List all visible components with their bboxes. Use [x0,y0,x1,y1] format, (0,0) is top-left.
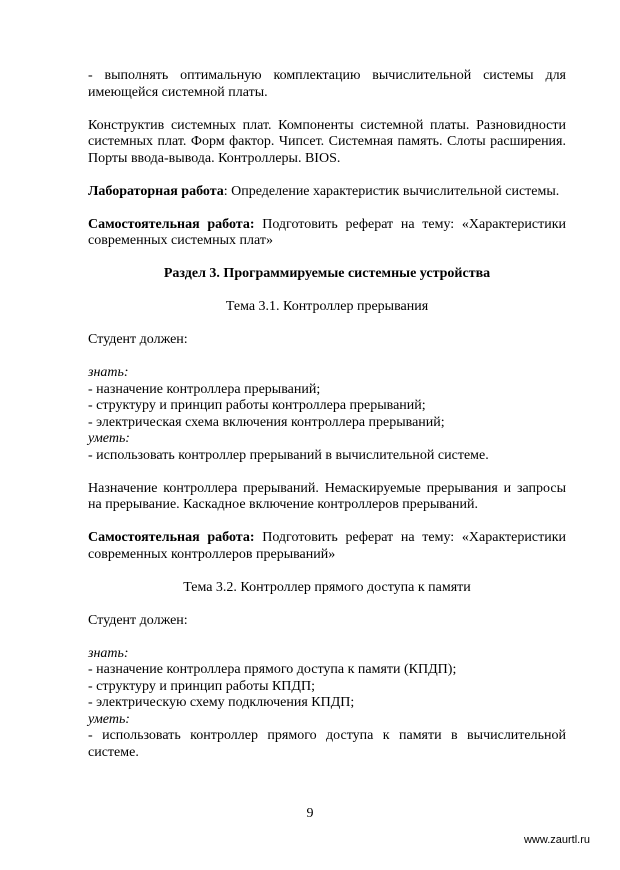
self-work-text: Подготовить реферат на тему: «Характеристики современных контроллеров прерываний» [88,530,567,562]
know-label: знать: [88,645,129,661]
topic-title-1: Тема 3.1. Контроллер прерывания [225,299,429,314]
lab-work-label: Лабораторная работа [88,183,224,199]
self-work-text: Подготовить реферат на тему: «Характеристики современных системных плат» [88,216,567,248]
list-item: - назначение контроллера прерываний; [88,381,321,397]
requirements-1 [88,365,566,464]
topic-title-2: Тема 3.2. Контроллер прямого доступа к памяти [183,579,471,595]
paragraph-self-work-2 [88,530,566,563]
list-item: - структуру и принцип работы КПДП; [88,678,315,694]
document-page [88,68,566,761]
list-item: - электрическая схема включения контроллера прерываний; [88,414,445,430]
list-item: - структуру и принцип работы контроллера прерываний; [88,398,426,413]
student-must-2: Студент должен: [88,612,188,628]
section-title: Раздел 3. Программируемые системные устройства [163,266,491,281]
requirements-2 [88,646,566,762]
can-label: уметь: [88,431,130,446]
list-item: - использовать контроллер прямого доступа к памяти в вычислительной системе. [88,728,566,760]
paragraph-board-components: Конструктив системных плат. Компоненты системной платы. Разновидности системных плат. Форм фактор. Чипсет. Системная память. Слоты расширения. Порты ввода-вывода. Контроллеры. BIOS. [88,117,566,166]
list-item: - использовать контроллер прерываний в вычислительной системе. [88,447,489,463]
paragraph-self-work [88,217,566,250]
paragraph-configure: - выполнять оптимальную комплектацию вычислительной системы для имеющейся системной платы. [88,68,566,100]
list-item: - назначение контроллера прямого доступа к памяти (КПДП); [88,662,457,677]
list-item: - электрическую схему подключения КПДП; [88,695,355,710]
know-label: знать: [88,365,129,380]
can-label: уметь: [88,711,130,727]
paragraph-lab-work [88,184,566,201]
student-must-1: Студент должен: [88,332,188,347]
lab-work-text: : Определение характеристик вычислительной системы. [223,183,560,199]
self-work-label: Самостоятельная работа: [88,216,255,232]
self-work-label: Самостоятельная работа: [88,530,255,545]
page-number: 9 [306,806,314,821]
site-watermark: www.zaurtl.ru [523,834,590,846]
paragraph-interrupt-content: Назначение контроллера прерываний. Немаскируемые прерывания и запросы на прерывание. Каскадное включение контроллеров прерываний. [88,480,566,512]
